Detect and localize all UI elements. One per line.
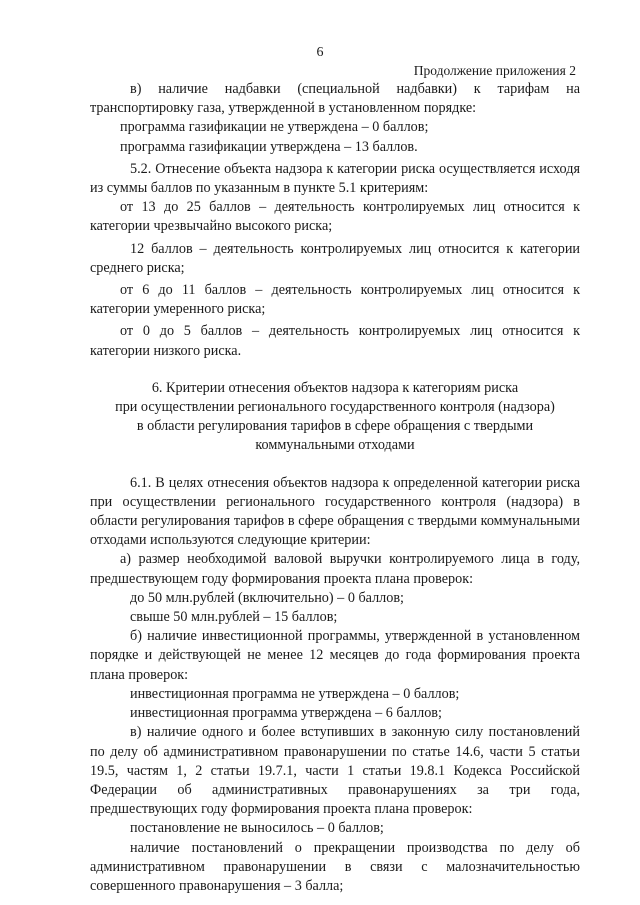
paragraph-criterion-v: в) наличие одного и более вступивших в законную силу постановлений по делу об административном правонарушении по статье 14.6, части 5 статьи 19.5, частям 1, 2 статьи 19.7.1, части 1 статьи 19.8.1 Кодекса Российской Федерации об административных правонарушениях за три года, предшествующих году формирования проекта плана проверок: xyxy=(90,724,580,818)
appendix-continuation-note: Продолжение приложения 2 xyxy=(413,63,576,78)
heading-line: коммунальными отходами xyxy=(255,437,415,454)
paragraph-gas-surcharge: в) наличие надбавки (специальной надбавки) к тарифам на транспортировку газа, утвержденной в установленном порядке: xyxy=(90,81,580,117)
paragraph-extremely-high-risk: от 13 до 25 баллов – деятельность контролируемых лиц относится к категории чрезвычайно высокого риска; xyxy=(90,199,580,235)
heading-line: в области регулирования тарифов в сфере обращения с твердыми xyxy=(136,418,534,435)
paragraph-termination-resolutions: наличие постановлений о прекращении производства по делу об административном правонарушении в связи с малозначительностью совершенного правонарушения – 3 балла; xyxy=(90,839,580,894)
paragraph-no-resolution: постановление не выносилось – 0 баллов; xyxy=(130,820,384,837)
paragraph-6-1: 6.1. В целях отнесения объектов надзора к определенной категории риска при осуществлении регионального государственного контроля (надзора) в области регулирования тарифов в сфере обращения с твердыми коммунальными отходами используются следующие критерии: xyxy=(90,474,580,549)
paragraph-criterion-b: б) наличие инвестиционной программы, утвержденной в установленном порядке и действующей не менее 12 месяцев до года формирования проекта плана проверок: xyxy=(90,628,580,683)
page-number: 6 xyxy=(316,45,324,60)
paragraph-investment-not-approved: инвестиционная программа не утверждена – 0 баллов; xyxy=(130,685,460,702)
heading-line: 6. Критерии отнесения объектов надзора к категориям риска xyxy=(151,379,519,396)
paragraph-over-50m: свыше 50 млн.рублей – 15 баллов; xyxy=(130,609,338,626)
paragraph-investment-approved: инвестиционная программа утверждена – 6 баллов; xyxy=(130,705,442,722)
paragraph-gasification-approved: программа газификации утверждена – 13 баллов. xyxy=(120,138,418,155)
paragraph-5-2: 5.2. Отнесение объекта надзора к категории риска осуществляется исходя из суммы баллов по указанным в пункте 5.1 критериям: xyxy=(90,160,580,197)
paragraph-medium-risk: 12 баллов – деятельность контролируемых лиц относится к категории среднего риска; xyxy=(90,240,580,276)
paragraph-criterion-a: а) размер необходимой валовой выручки контролируемого лица в году, предшествующем году формирования проекта плана проверок: xyxy=(90,551,580,587)
paragraph-moderate-risk: от 6 до 11 баллов – деятельность контролируемых лиц относится к категории умеренного риска; xyxy=(90,282,580,318)
paragraph-gasification-not-approved: программа газификации не утверждена – 0 баллов; xyxy=(120,119,429,136)
heading-line: при осуществлении регионального государственного контроля (надзора) xyxy=(115,399,555,416)
paragraph-low-risk: от 0 до 5 баллов – деятельность контролируемых лиц относится к категории низкого риска. xyxy=(90,323,580,359)
document-body xyxy=(90,80,580,896)
section-6-heading xyxy=(90,379,580,456)
paragraph-up-to-50m: до 50 млн.рублей (включительно) – 0 баллов; xyxy=(130,589,404,606)
